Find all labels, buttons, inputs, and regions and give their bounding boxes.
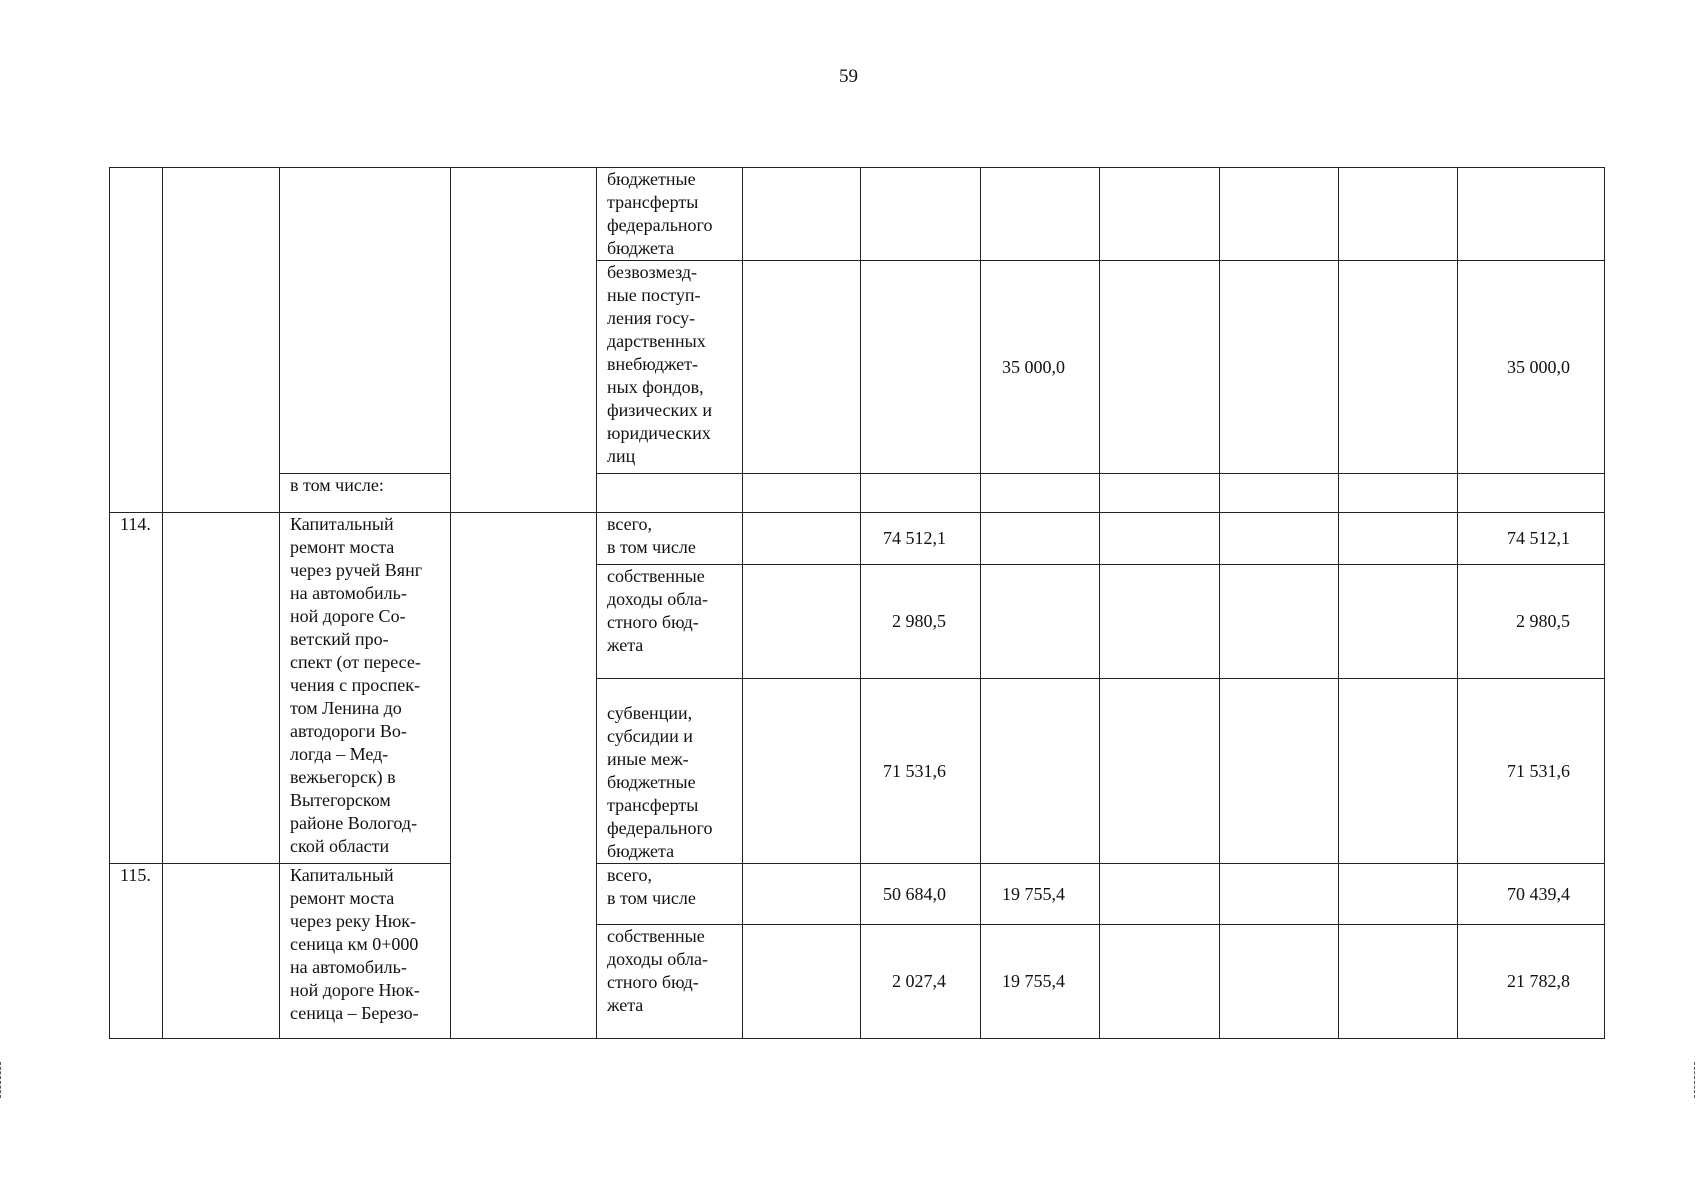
cell-value [1100, 513, 1220, 565]
cell-executor [451, 168, 597, 513]
cell-value [1220, 925, 1339, 1039]
cell-value: 19 755,4 [981, 925, 1100, 1039]
cell-code [163, 168, 280, 513]
cell-value [1220, 679, 1339, 864]
cell-name [280, 168, 451, 474]
cell-source: бюджетные трансферты федерального бюджета [597, 168, 743, 261]
cell-value [981, 565, 1100, 679]
cell-value [743, 679, 861, 864]
cell-value [1220, 864, 1339, 925]
cell-value [1100, 565, 1220, 679]
cell-value [1339, 168, 1458, 261]
cell-value [1100, 474, 1220, 513]
cell-value [861, 168, 981, 261]
cell-total: 74 512,1 [1458, 513, 1605, 565]
budget-table [109, 167, 1605, 1039]
object-number: 115. [110, 864, 163, 1039]
cell-value [1220, 474, 1339, 513]
table-row [110, 513, 1605, 565]
cell-value [1458, 474, 1605, 513]
cell-value [1100, 679, 1220, 864]
cell-source: собственные доходы обла- стного бюд- жета [597, 565, 743, 679]
cell-value: 2 980,5 [861, 565, 981, 679]
scan-edge-mark [0, 1062, 4, 1098]
cell-source: собственные доходы обла- стного бюд- жета [597, 925, 743, 1039]
cell-source: субвенции, субсидии и иные меж- бюджетные трансферты федерального бюджета [597, 679, 743, 864]
cell-number [110, 168, 163, 513]
cell-value [1220, 168, 1339, 261]
cell-code [163, 513, 280, 864]
object-number: 114. [110, 513, 163, 864]
cell-source: всего, в том числе [597, 513, 743, 565]
cell-total: 2 980,5 [1458, 565, 1605, 679]
cell-value [1339, 864, 1458, 925]
cell-value [1339, 261, 1458, 474]
cell-value [861, 261, 981, 474]
cell-value: 71 531,6 [861, 679, 981, 864]
cell-value [1100, 168, 1220, 261]
cell-value [743, 261, 861, 474]
table-row [110, 474, 1605, 513]
cell-source [597, 474, 743, 513]
cell-total: 71 531,6 [1458, 679, 1605, 864]
cell-value [1339, 679, 1458, 864]
cell-value [1220, 513, 1339, 565]
cell-value [981, 513, 1100, 565]
cell-value [1339, 565, 1458, 679]
cell-value [743, 168, 861, 261]
cell-value [1339, 474, 1458, 513]
cell-value [981, 679, 1100, 864]
cell-value [743, 513, 861, 565]
including-label: в том числе: [280, 474, 451, 513]
page-number: 59 [839, 66, 858, 87]
cell-value [1100, 925, 1220, 1039]
table-row [110, 864, 1605, 925]
cell-value [1339, 513, 1458, 565]
cell-total: 21 782,8 [1458, 925, 1605, 1039]
cell-value [1339, 925, 1458, 1039]
cell-value [1220, 565, 1339, 679]
table-row [110, 168, 1605, 261]
cell-value: 35 000,0 [981, 261, 1100, 474]
cell-value: 74 512,1 [861, 513, 981, 565]
cell-value [861, 474, 981, 513]
cell-value [743, 474, 861, 513]
cell-value: 2 027,4 [861, 925, 981, 1039]
cell-executor [451, 513, 597, 1039]
cell-value [1220, 261, 1339, 474]
cell-code [163, 864, 280, 1039]
object-name: Капитальный ремонт моста через ручей Вянг на автомобиль- ной дороге Со- ветский про- спект (от пересе- чения с проспек- том Ленина до автодороги Во- логда – Мед- вежьегорск) в Вытегорском районе Вологод- ской области [280, 513, 451, 864]
cell-value [743, 925, 861, 1039]
object-name: Капитальный ремонт моста через реку Нюк- сеница км 0+000 на автомобиль- ной дороге Нюк- сеница – Березо- [280, 864, 451, 1039]
cell-total: 70 439,4 [1458, 864, 1605, 925]
cell-value [743, 565, 861, 679]
cell-source: безвозмезд- ные поступ- ления госу- дарственных внебюджет- ных фондов, физических и юридических лиц [597, 261, 743, 474]
cell-value [1458, 168, 1605, 261]
cell-value [743, 864, 861, 925]
cell-value [1100, 261, 1220, 474]
cell-source: всего, в том числе [597, 864, 743, 925]
cell-value [981, 168, 1100, 261]
cell-value [1100, 864, 1220, 925]
cell-value: 50 684,0 [861, 864, 981, 925]
cell-value [981, 474, 1100, 513]
cell-value: 19 755,4 [981, 864, 1100, 925]
cell-total: 35 000,0 [1458, 261, 1605, 474]
